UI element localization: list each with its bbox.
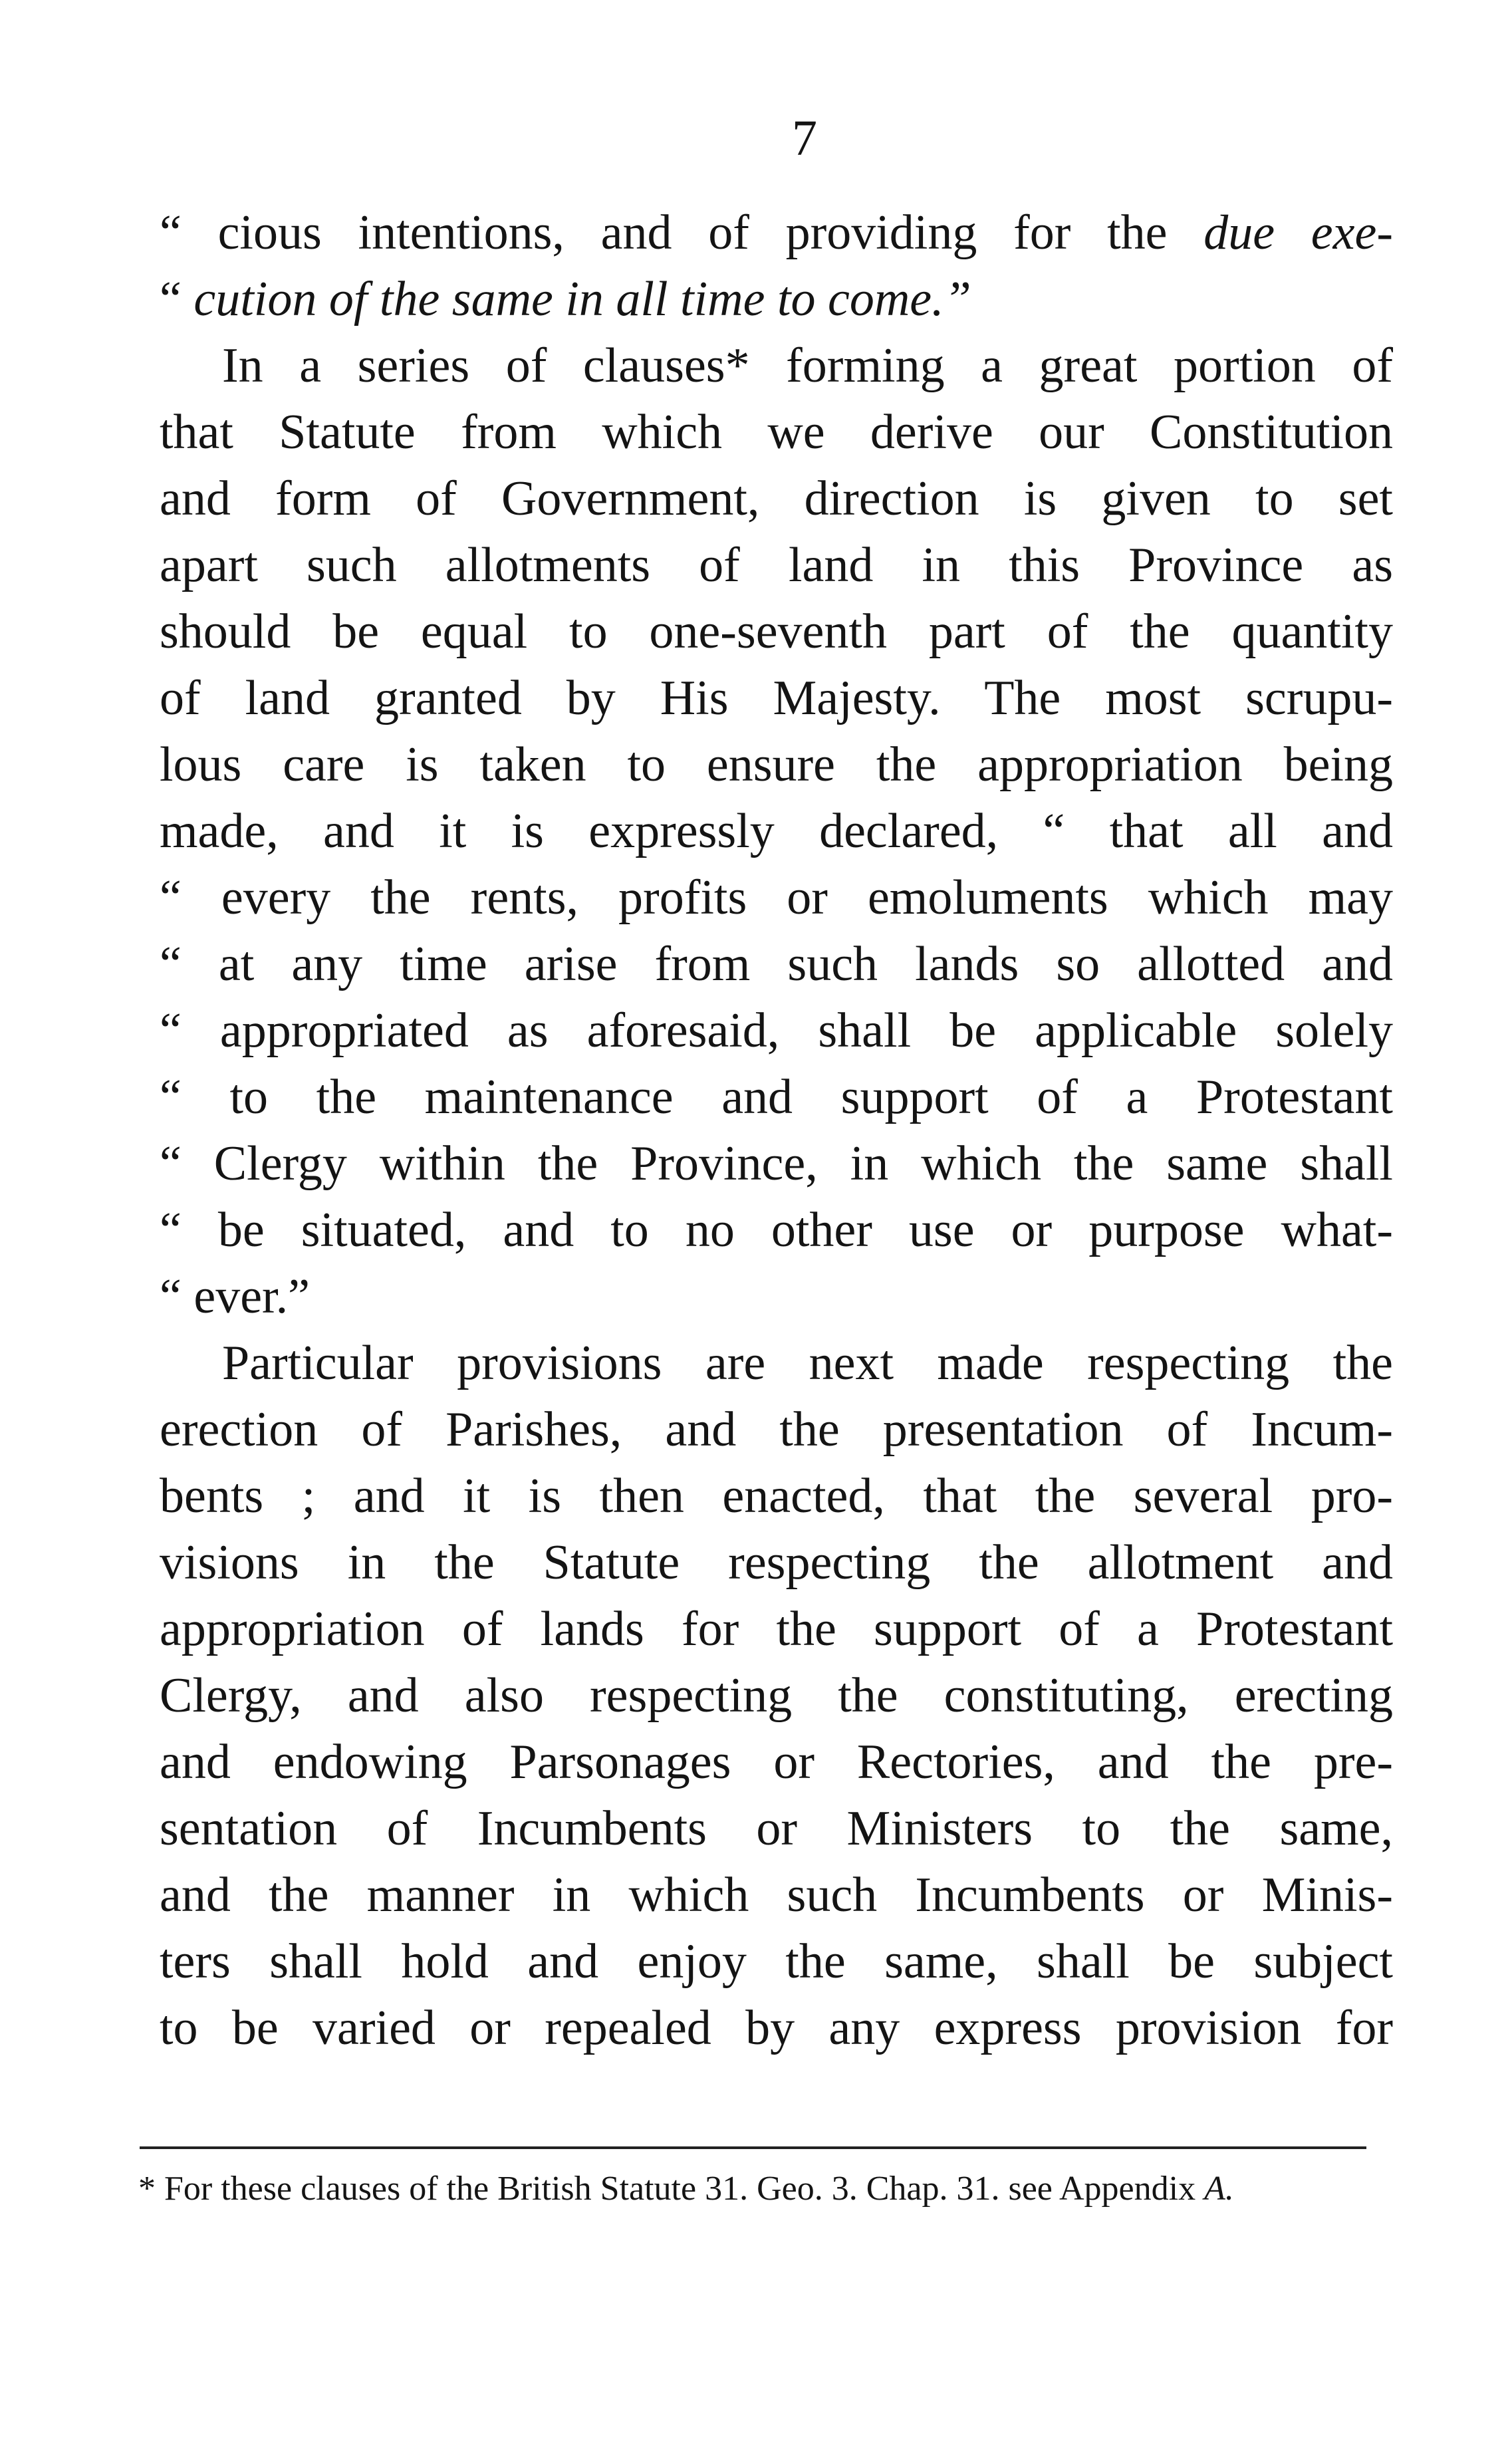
footnote-text: * For these clauses of the British Statute 31. Geo. 3. Chap. 31. see Appendix [138, 2170, 1205, 2208]
text-line: “ at any time arise from such lands so allotted and [160, 937, 1393, 991]
text-line [160, 266, 1393, 332]
text-line: sentation of Incumbents or Ministers to the same, [160, 1801, 1393, 1856]
text-line: “ be situated, and to no other use or purpose what- [160, 1203, 1393, 1257]
footnote-appendix-ref: A. [1204, 2170, 1234, 2208]
text-line: erection of Parishes, and the presentation of Incum- [160, 1402, 1393, 1457]
text-line: In a series of clauses* forming a great portion of [222, 338, 1393, 393]
text-line: lous care is taken to ensure the appropriation being [160, 737, 1393, 792]
text-line: apart such allotments of land in this Province as [160, 538, 1393, 592]
body-text [160, 199, 1393, 2061]
italic-run: cution of the same in all time to come.” [193, 272, 971, 326]
text-line: visions in the Statute respecting the allotment and [160, 1535, 1393, 1590]
text-line [160, 199, 1393, 266]
text-line: and the manner in which such Incumbents or Minis- [160, 1868, 1393, 1922]
text-line: made, and it is expressly declared, “ that all and [160, 804, 1393, 858]
text-line: and endowing Parsonages or Rectories, and the pre- [160, 1735, 1393, 1789]
text-line: appropriation of lands for the support of a Protestant [160, 1602, 1393, 1656]
text-line: Particular provisions are next made respecting the [222, 1336, 1393, 1390]
text-line: bents ; and it is then enacted, that the several pro- [160, 1469, 1393, 1523]
text-line: should be equal to one-seventh part of the quantity [160, 604, 1393, 659]
text-run: “ [160, 272, 194, 326]
footnote-divider [140, 2146, 1366, 2149]
italic-run: due exe- [1203, 205, 1393, 260]
text-line: to be varied or repealed by any express provision for [160, 2001, 1393, 2055]
text-line: “ appropriated as aforesaid, shall be applicable solely [160, 1003, 1393, 1058]
text-line: “ ever.” [160, 1269, 310, 1324]
text-run: “ cious intentions, and of providing for the [160, 205, 1204, 260]
footnote [138, 2169, 1375, 2209]
text-line: “ to the maintenance and support of a Protestant [160, 1070, 1393, 1124]
text-line: that Statute from which we derive our Constitution [160, 405, 1393, 459]
text-line: “ every the rents, profits or emoluments which may [160, 870, 1393, 925]
page-number: 7 [792, 110, 817, 166]
text-line: ters shall hold and enjoy the same, shall be subject [160, 1934, 1393, 1989]
text-line: “ Clergy within the Province, in which the same shall [160, 1136, 1393, 1191]
text-line: of land granted by His Majesty. The most scrupu- [160, 671, 1393, 725]
text-line: and form of Government, direction is given to set [160, 471, 1393, 526]
text-line: Clergy, and also respecting the constituting, erecting [160, 1668, 1393, 1723]
